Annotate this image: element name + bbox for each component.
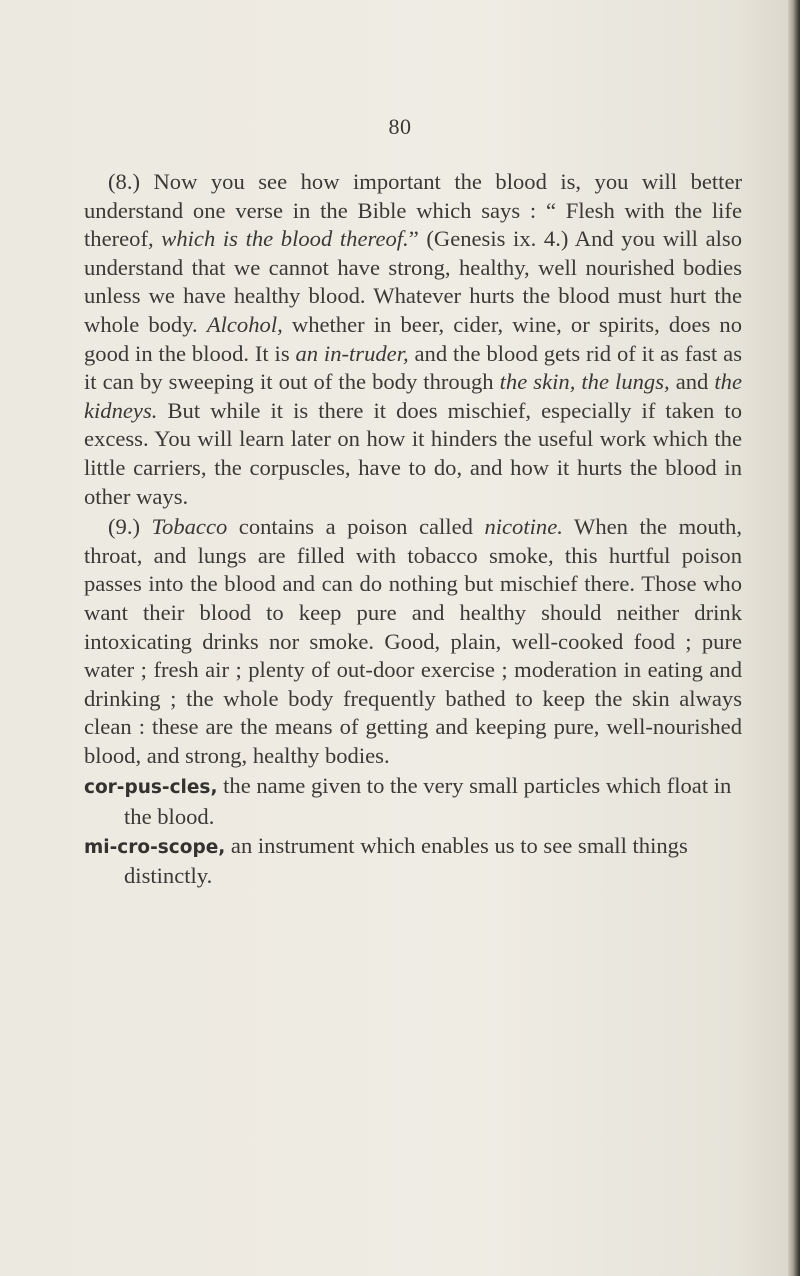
text-segment-italic: Alcohol, <box>206 311 283 337</box>
paragraph-9 <box>84 513 742 770</box>
text-segment: whether in beer, cider, wine, or spirits, does no good in the blood. It is <box>84 311 742 366</box>
page-edge-shadow <box>788 0 800 1276</box>
text-segment: and <box>669 369 715 395</box>
glossary-definition: the name given to the very small particles which float in the blood. <box>124 773 732 830</box>
glossary-term: mi-cro-scope, <box>84 836 226 858</box>
text-segment-italic: which is the blood thereof. <box>161 226 409 252</box>
text-segment-italic: nicotine. <box>484 514 563 540</box>
body-text <box>84 168 742 891</box>
text-segment: ” (Genesis ix. 4.) And you will also understand that we cannot have strong, healthy, well nourished bodies unless we have healthy blood. Whatever hurts the blood must hurt the whole body. <box>84 226 742 337</box>
text-segment: and the blood gets rid of it as fast as it can by sweeping it out of the body through <box>84 340 743 395</box>
text-segment-italic: Tobacco <box>151 514 228 540</box>
page-number: 80 <box>388 114 412 139</box>
text-segment-italic: an in-truder, <box>295 340 409 366</box>
glossary-definition: an instrument which enables us to see small things distinctly. <box>124 832 688 889</box>
text-segment-italic: the skin, the lungs, <box>499 369 670 395</box>
glossary-term: cor-pus-cles, <box>84 777 218 799</box>
text-segment: When the mouth, throat, and lungs are filled with tobacco smoke, this hurtful poison passes into the blood and can do nothing but mischief there. Those who want their blood to keep pure and healthy should neither drink intoxicating drinks nor smoke. Good, plain, well-cooked food ; pure water ; fresh air ; plenty of out-door exercise ; moderation in eating and drinking ; the whole body frequently bathed to keep the skin always clean : these are the means of getting and keeping pure, well-nourished blood, and strong, healthy bodies. <box>84 514 742 768</box>
glossary-entry-microscope <box>84 832 742 891</box>
text-segment: (8.) Now you see how important the blood is, you will better understand one verse in the Bible which says : “ Flesh with the life thereof, <box>84 169 742 252</box>
paragraph-8 <box>84 168 742 511</box>
text-segment: But while it is there it does mischief, especially if taken to excess. You will learn later on how it hinders the useful work which the little carriers, the corpuscles, have to do, and how it hurts the blood in other ways. <box>84 397 742 509</box>
text-segment-italic: the kidneys. <box>84 369 743 423</box>
glossary-entry-corpuscles <box>84 772 742 831</box>
text-segment: (9.) <box>108 514 152 540</box>
text-segment: contains a poison called <box>227 514 485 540</box>
